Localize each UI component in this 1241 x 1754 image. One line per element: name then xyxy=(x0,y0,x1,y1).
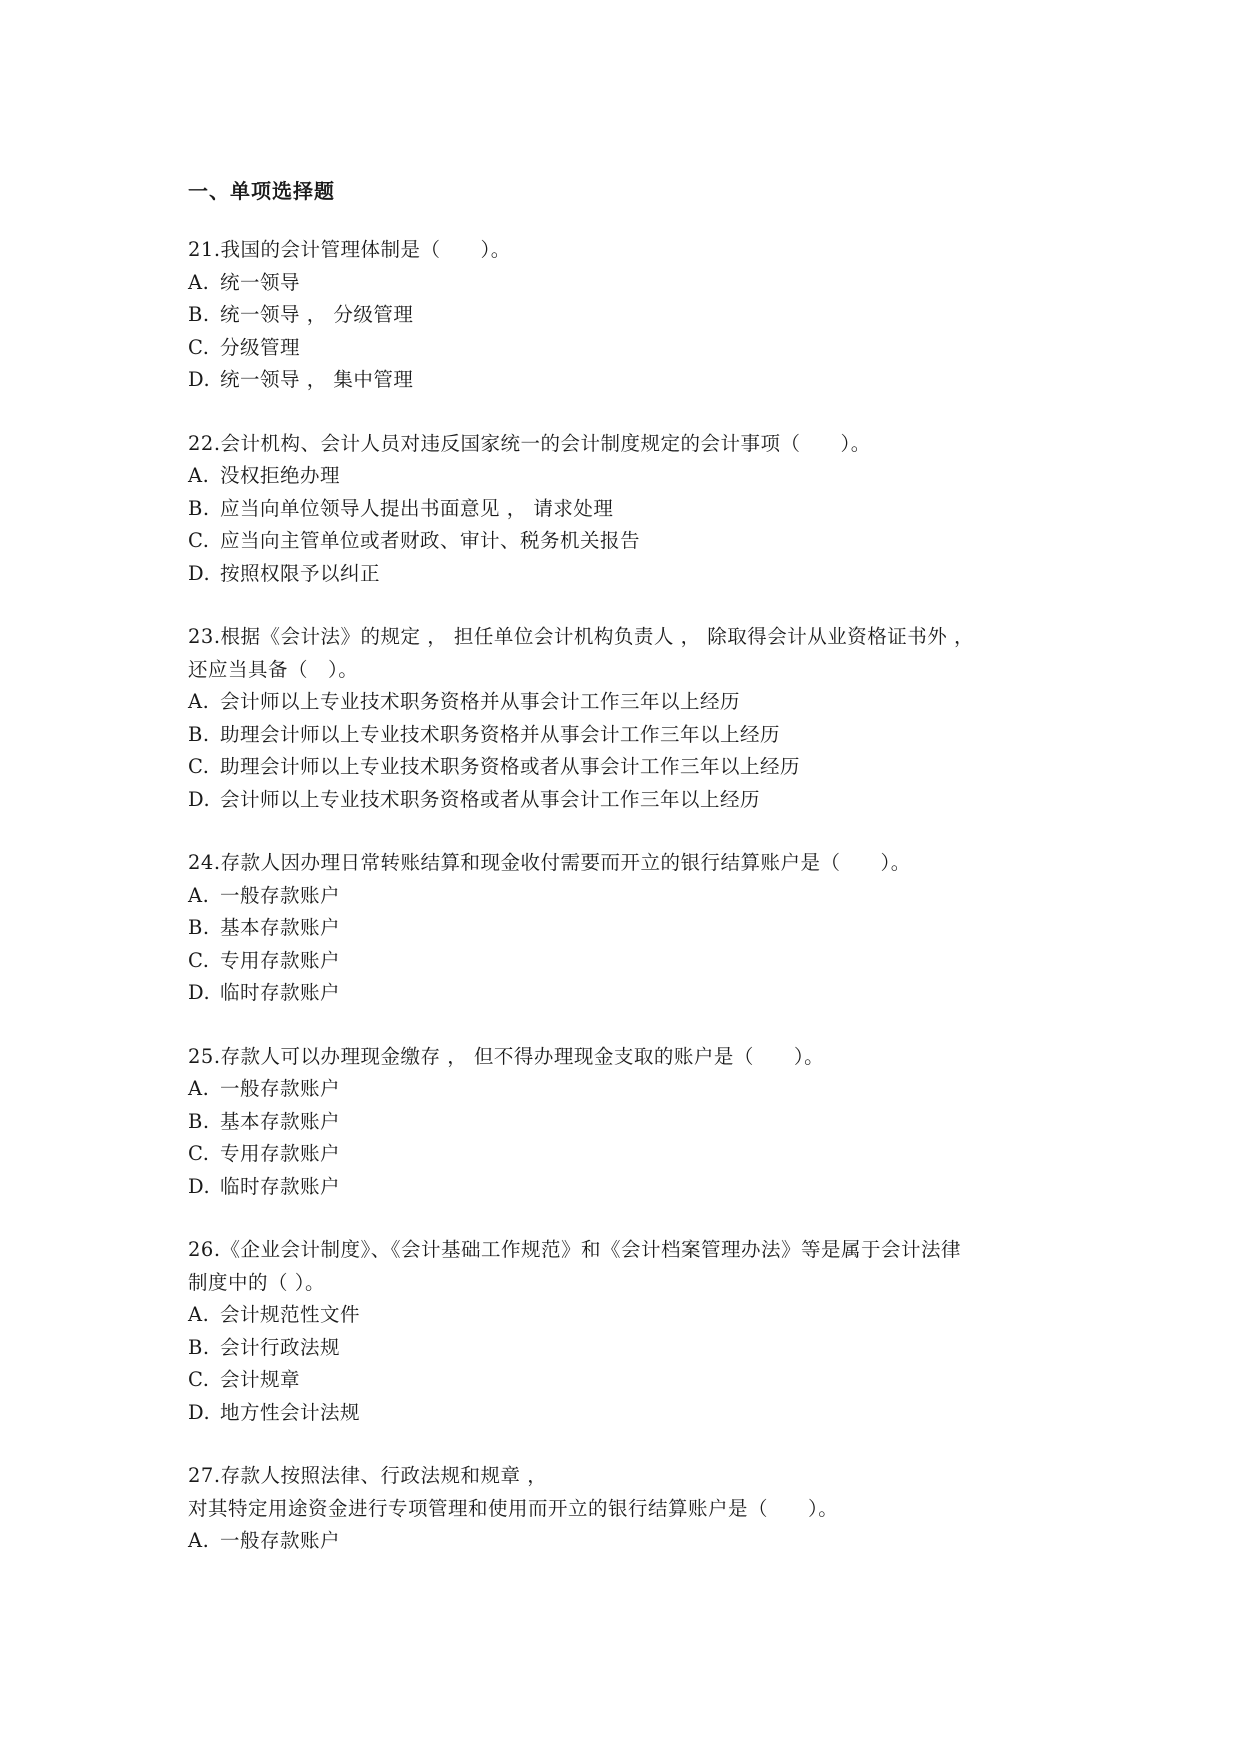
option-text: 分级管理 xyxy=(220,335,301,359)
question-stem: 还应当具备（ ）。 xyxy=(188,657,359,681)
answer-option xyxy=(188,880,1088,913)
question-1 xyxy=(188,234,1088,397)
option-letter: A. xyxy=(188,1529,210,1552)
answer-option xyxy=(188,525,1088,558)
answer-option xyxy=(188,1171,1088,1204)
answer-option xyxy=(188,912,1088,945)
question-7 xyxy=(188,1460,1088,1558)
question-stem: 24.存款人因办理日常转账结算和现金收付需要而开立的银行结算账户是（ ）。 xyxy=(188,851,911,874)
answer-option xyxy=(188,1138,1088,1171)
option-letter: D. xyxy=(188,1174,211,1198)
option-letter: C. xyxy=(188,948,210,972)
option-letter: A. xyxy=(188,690,210,713)
question-stem: 对其特定用途资金进行专项管理和使用而开立的银行结算账户是（ ）。 xyxy=(188,1496,839,1520)
option-text: 临时存款账户 xyxy=(220,981,341,1004)
option-text: 统一领导 xyxy=(220,270,301,294)
answer-option xyxy=(188,558,1088,591)
answer-option xyxy=(188,686,1088,719)
question-stem: 制度中的（ ）。 xyxy=(188,1270,325,1294)
option-letter: A. xyxy=(188,464,210,487)
option-text: 应当向单位领导人提出书面意见 ， 请求处理 xyxy=(220,496,614,520)
question-4 xyxy=(188,847,1088,1010)
option-letter: C. xyxy=(188,335,210,359)
answer-option xyxy=(188,719,1088,752)
question-list xyxy=(188,234,1088,1558)
option-text: 临时存款账户 xyxy=(220,1174,341,1198)
question-stem: 27.存款人按照法律、行政法规和规章 ， xyxy=(188,1464,548,1487)
option-text: 没权拒绝办理 xyxy=(220,464,341,487)
option-letter: B. xyxy=(188,916,210,939)
option-letter: A. xyxy=(188,883,210,907)
question-5 xyxy=(188,1041,1088,1204)
option-text: 专用存款账户 xyxy=(220,1142,341,1165)
option-letter: C. xyxy=(188,1142,210,1165)
option-letter: A. xyxy=(188,1077,210,1100)
option-letter: B. xyxy=(188,496,210,520)
answer-option xyxy=(188,784,1088,817)
option-letter: B. xyxy=(188,722,210,746)
question-stem: 25.存款人可以办理现金缴存 ， 但不得办理现金支取的账户是（ ）。 xyxy=(188,1044,825,1068)
document-page xyxy=(188,178,1088,1589)
option-text: 会计行政法规 xyxy=(220,1335,341,1359)
option-text: 会计师以上专业技术职务资格或者从事会计工作三年以上经历 xyxy=(220,787,761,811)
option-text: 会计规范性文件 xyxy=(220,1303,361,1326)
option-text: 应当向主管单位或者财政、审计、税务机关报告 xyxy=(220,529,641,552)
answer-option xyxy=(188,945,1088,978)
answer-option xyxy=(188,299,1088,332)
option-text: 助理会计师以上专业技术职务资格或者从事会计工作三年以上经历 xyxy=(220,755,801,778)
option-letter: A. xyxy=(188,1303,210,1326)
option-text: 按照权限予以纠正 xyxy=(220,561,381,585)
option-text: 会计师以上专业技术职务资格并从事会计工作三年以上经历 xyxy=(220,690,741,713)
answer-option xyxy=(188,1332,1088,1365)
option-letter: C. xyxy=(188,529,210,552)
answer-option xyxy=(188,364,1088,397)
answer-option xyxy=(188,1364,1088,1397)
option-letter: B. xyxy=(188,1109,210,1133)
question-3 xyxy=(188,621,1088,816)
answer-option xyxy=(188,751,1088,784)
answer-option xyxy=(188,1525,1088,1558)
option-letter: B. xyxy=(188,303,210,326)
option-letter: A. xyxy=(188,270,210,294)
option-text: 统一领导 ， 集中管理 xyxy=(220,368,414,391)
option-letter: B. xyxy=(188,1335,210,1359)
answer-option xyxy=(188,1073,1088,1106)
option-text: 一般存款账户 xyxy=(220,1077,341,1100)
option-letter: C. xyxy=(188,755,210,778)
option-letter: D. xyxy=(188,561,211,585)
option-text: 基本存款账户 xyxy=(220,916,341,939)
section-title: 一、单项选择题 xyxy=(188,179,335,203)
option-text: 基本存款账户 xyxy=(220,1109,341,1133)
question-2 xyxy=(188,428,1088,591)
option-text: 一般存款账户 xyxy=(220,1529,341,1552)
question-stem: 21.我国的会计管理体制是（ ）。 xyxy=(188,238,511,261)
option-text: 地方性会计法规 xyxy=(220,1400,361,1424)
answer-option xyxy=(188,267,1088,300)
option-letter: D. xyxy=(188,1400,211,1424)
answer-option xyxy=(188,1299,1088,1332)
answer-option xyxy=(188,493,1088,526)
option-letter: D. xyxy=(188,787,211,811)
question-stem: 26.《企业会计制度》、《会计基础工作规范》和《会计档案管理办法》等是属于会计法律 xyxy=(188,1238,962,1261)
option-letter: D. xyxy=(188,981,211,1004)
option-letter: D. xyxy=(188,368,211,391)
option-letter: C. xyxy=(188,1368,210,1391)
answer-option xyxy=(188,1397,1088,1430)
option-text: 会计规章 xyxy=(220,1368,301,1391)
question-stem: 22.会计机构、会计人员对违反国家统一的会计制度规定的会计事项（ ）。 xyxy=(188,431,871,455)
answer-option xyxy=(188,332,1088,365)
option-text: 专用存款账户 xyxy=(220,948,341,972)
question-6 xyxy=(188,1234,1088,1429)
option-text: 统一领导 ， 分级管理 xyxy=(220,303,414,326)
option-text: 一般存款账户 xyxy=(220,883,341,907)
answer-option xyxy=(188,977,1088,1010)
option-text: 助理会计师以上专业技术职务资格并从事会计工作三年以上经历 xyxy=(220,722,781,746)
question-stem: 23.根据《会计法》的规定 ， 担任单位会计机构负责人 ， 除取得会计从业资格证书外 ， xyxy=(188,625,975,648)
answer-option xyxy=(188,1106,1088,1139)
answer-option xyxy=(188,460,1088,493)
